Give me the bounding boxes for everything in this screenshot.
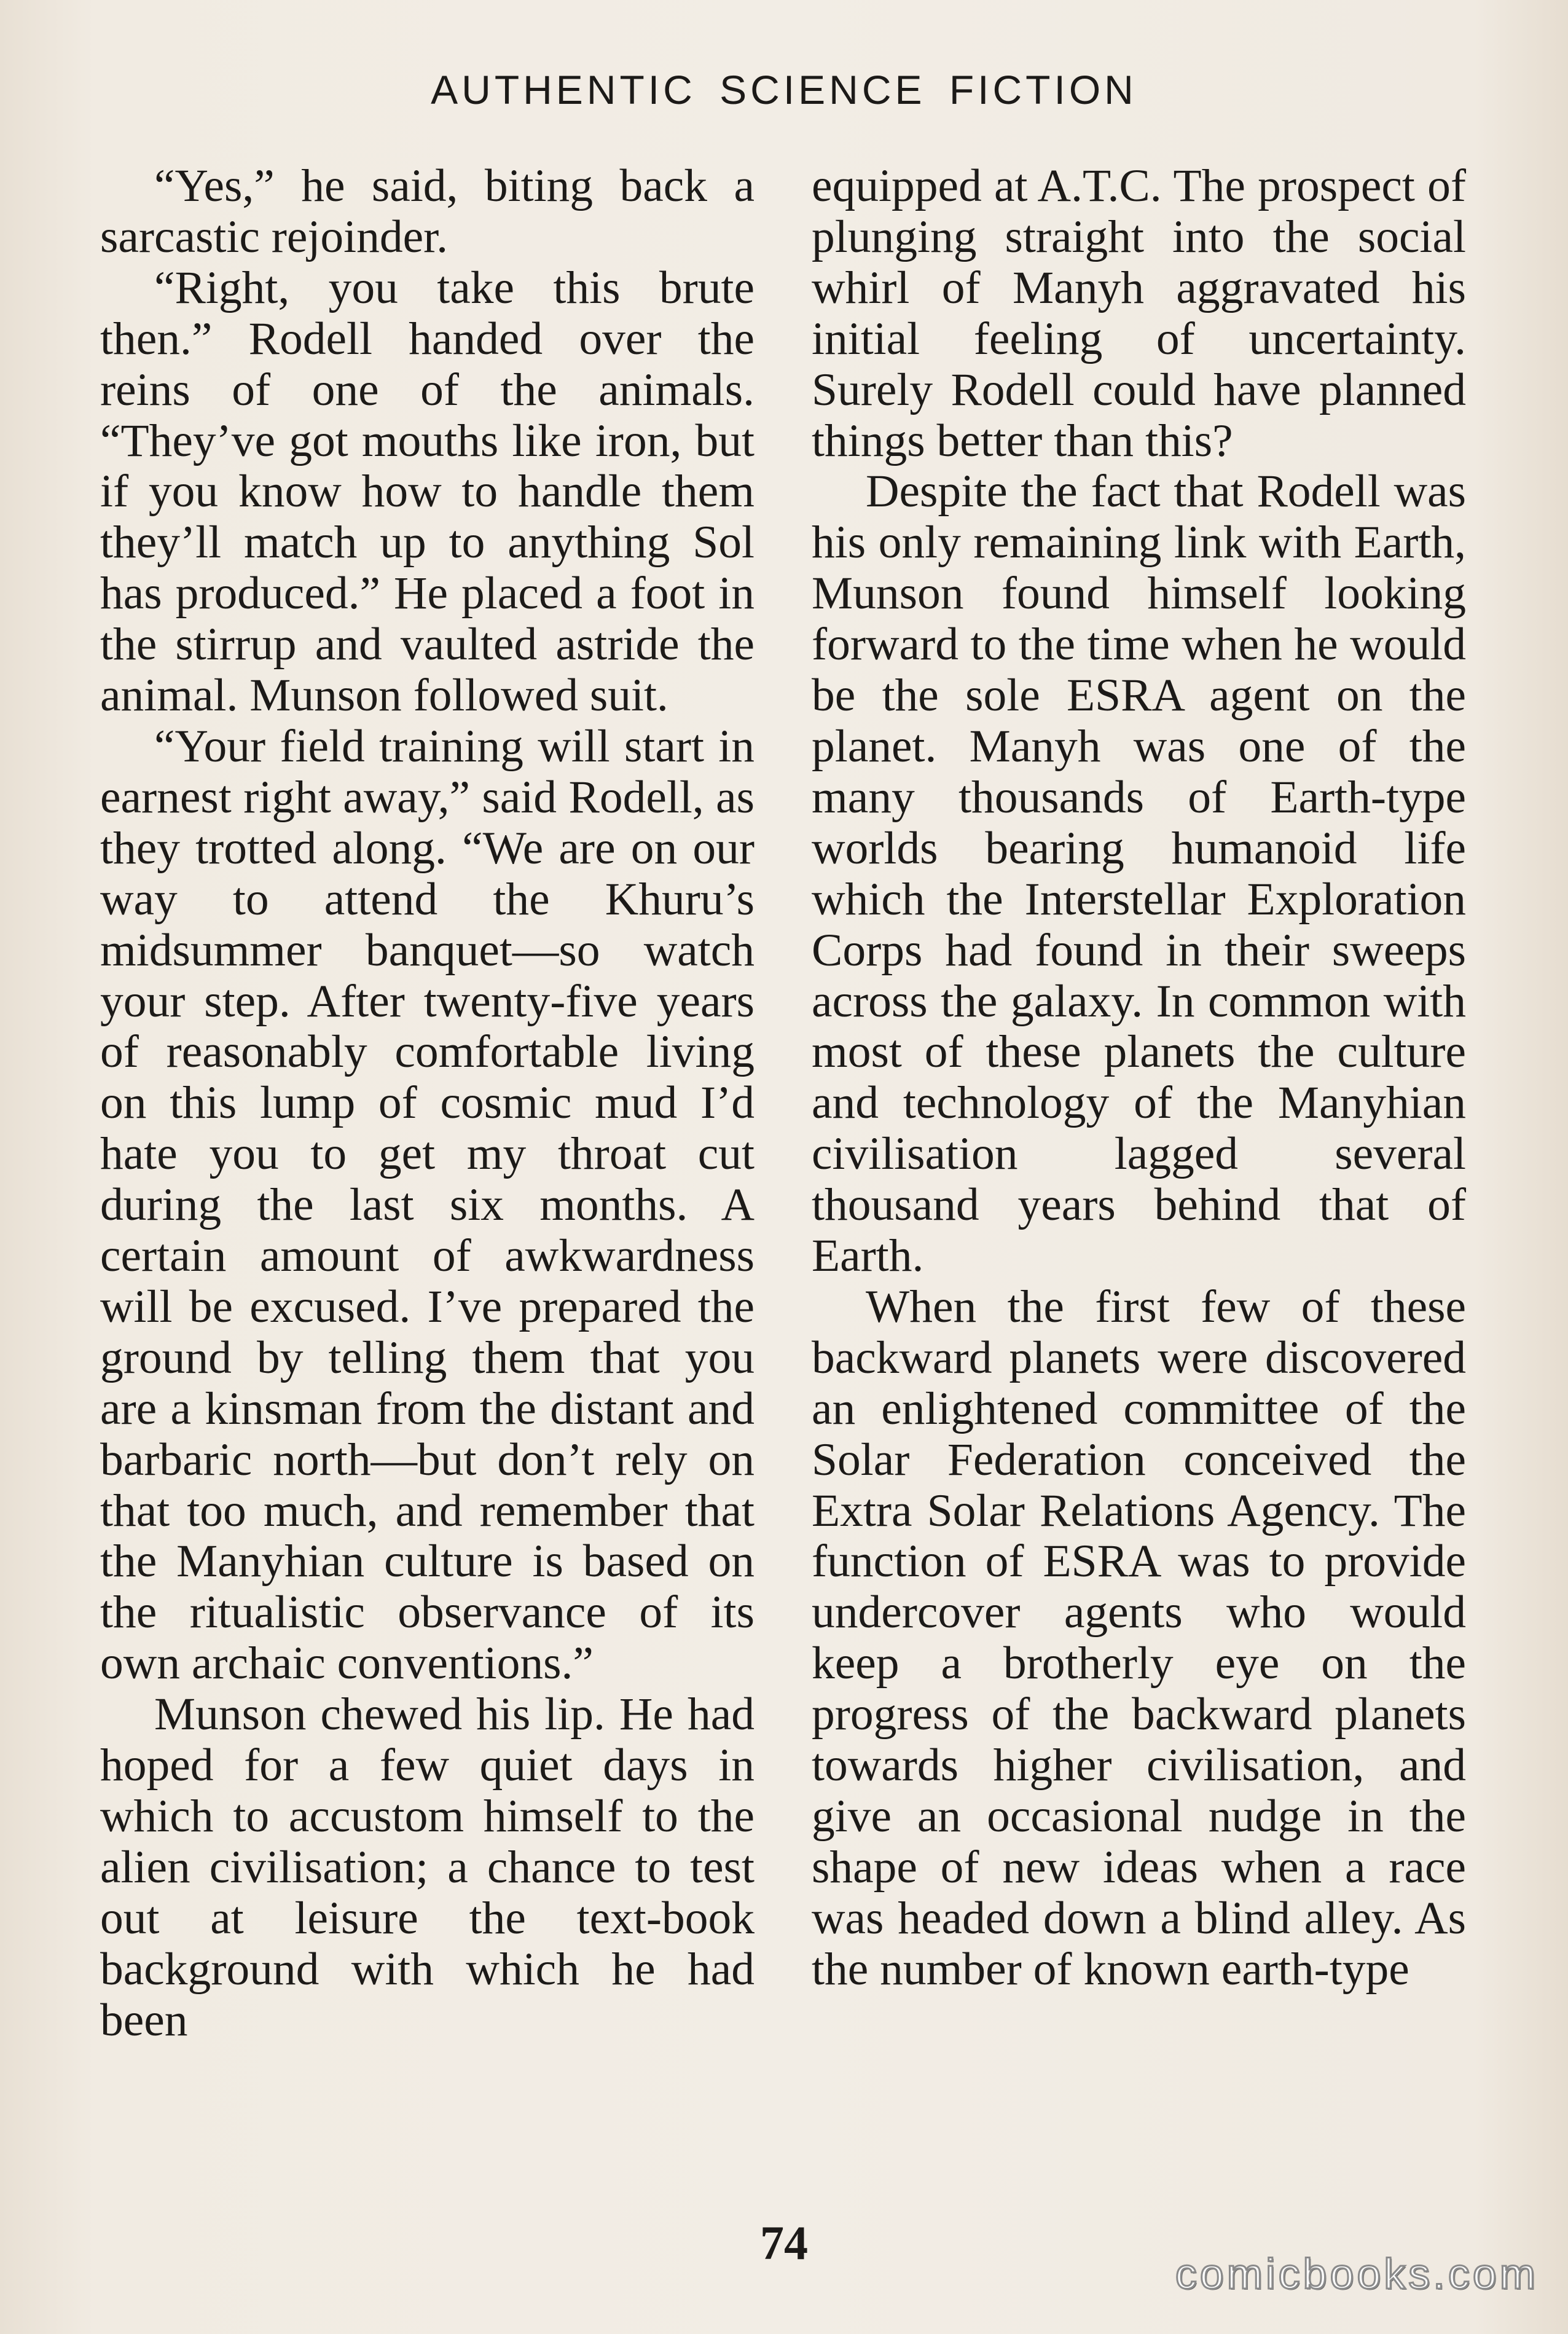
right-column	[812, 161, 1466, 1995]
left-column	[100, 161, 755, 2046]
paragraph: “Your field training will start in earnest right away,” said Rodell, as they trotted along. “We are on our way to attend the Khuru’s midsummer banquet—so watch your step. After twenty-five years of reasonably comfortable living on this lump of cosmic mud I’d hate you to get my throat cut during the last six months. A certain amount of awkwardness will be excused. I’ve prepared the ground by telling them that you are a kinsman from the distant and barbaric north—but don’t rely on that too much, and remember that the Manyhian culture is based on the ritualistic observance of its own archaic conventions.”	[100, 720, 755, 1689]
page-number: 74	[760, 2216, 808, 2269]
paragraph: “Right, you take this brute then.” Rodell handed over the reins of one of the animals. “They’ve got mouths like iron, but if you know how to handle them they’ll match up to anything Sol has produced.” He placed a foot in the stirrup and vaulted astride the animal. Munson followed suit.	[100, 262, 755, 721]
running-header: AUTHENTIC SCIENCE FICTION	[431, 67, 1137, 112]
paragraph: equipped at A.T.C. The prospect of plunging straight into the social whirl of Manyh aggravated his initial feeling of uncertainty. Surely Rodell could have planned things better than this?	[812, 160, 1466, 466]
paragraph: Munson chewed his lip. He had hoped for a few quiet days in which to accustom himself to the alien civilisation; a chance to test out at leisure the text-book background with which he had been	[100, 1689, 755, 2046]
watermark-logo: comicbooks.com	[1175, 2250, 1539, 2298]
paragraph: “Yes,” he said, biting back a sarcastic rejoinder.	[100, 160, 755, 262]
paragraph: When the first few of these backward planets were discovered an enlightened committee of the Solar Federation conceived the Extra Solar Relations Agency. The function of ESRA was to provide undercover agents who would keep a brotherly eye on the progress of the backward planets towards higher civilisation, and give an occasional nudge in the shape of new ideas when a race was headed down a blind alley. As the number of known earth-type	[812, 1281, 1466, 1995]
paragraph: Despite the fact that Rodell was his only remaining link with Earth, Munson found himself looking forward to the time when he would be the sole ESRA agent on the planet. Manyh was one of the many thousands of Earth-type worlds bearing humanoid life which the Interstellar Exploration Corps had found in their sweeps across the galaxy. In common with most of these planets the culture and technology of the Manyhian civilisation lagged several thousand years behind that of Earth.	[812, 466, 1466, 1282]
